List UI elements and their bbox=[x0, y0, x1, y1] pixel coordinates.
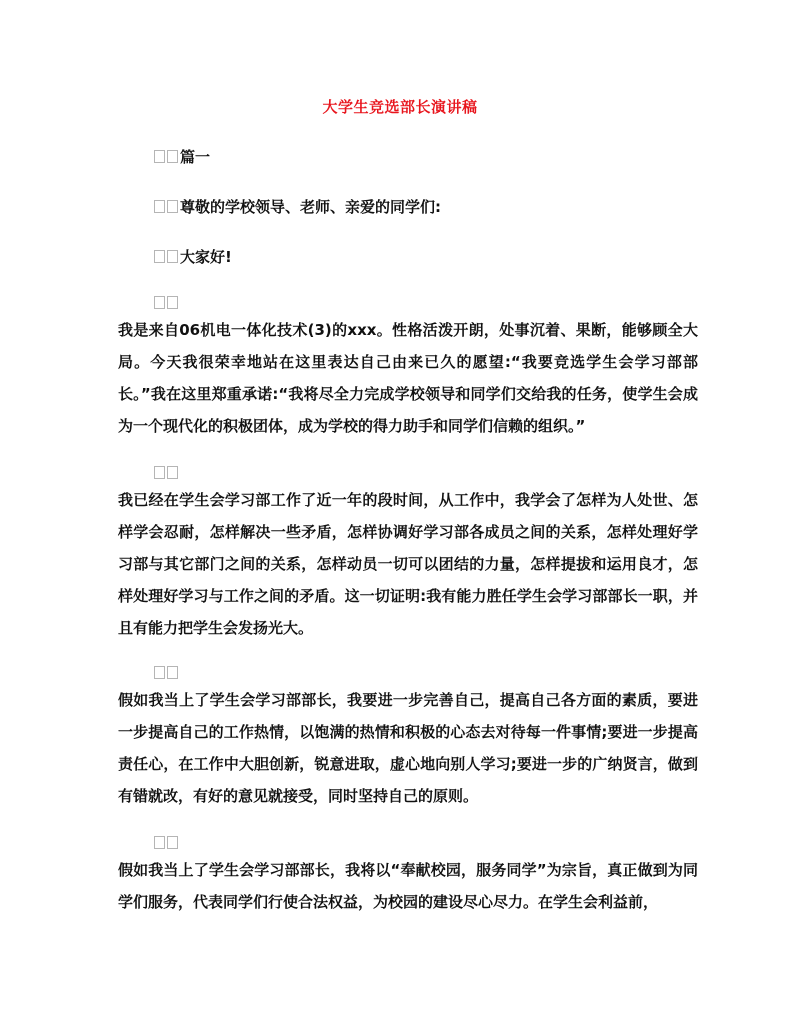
paragraph-2: 我已经在学生会学习部工作了近一年的段时间，从工作中，我学会了怎样为人处世、怎样学会忍耐，怎样解决一些矛盾，怎样协调好学习部各成员之间的关系，怎样处理好学习部与其它部门之间的关系，怎样动员一切可以团结的力量，怎样提拔和运用良才，怎样处理好学习与工作之间的矛盾。这一切证明:我有能力胜任学生会学习部部长一职，并且有能力把学生会发扬光大。 bbox=[118, 491, 698, 637]
paragraph-indent-marker bbox=[154, 294, 180, 312]
greeting-line bbox=[154, 246, 232, 267]
section-heading: 篇一 bbox=[180, 148, 211, 166]
missing-glyph-icon bbox=[154, 250, 165, 263]
missing-glyph-icon bbox=[154, 836, 165, 849]
missing-glyph-icon bbox=[167, 296, 178, 309]
section-heading-line bbox=[154, 146, 210, 167]
salutation-line bbox=[154, 196, 441, 217]
paragraph-4: 假如我当上了学生会学习部部长，我将以“奉献校园，服务同学”为宗旨，真正做到为同学们服务，代表同学们行使合法权益，为校园的建设尽心尽力。在学生会利益前， bbox=[118, 861, 698, 911]
paragraph-3: 假如我当上了学生会学习部部长，我要进一步完善自己，提高自己各方面的素质，要进一步提高自己的工作热情，以饱满的热情和积极的心态去对待每一件事情;要进一步提高责任心，在工作中大胆创新，锐意进取，虚心地向别人学习;要进一步的广纳贤言，做到有错就改，有好的意见就接受，同时坚持自己的原则。 bbox=[118, 691, 698, 805]
paragraph-indent-marker bbox=[154, 464, 180, 482]
missing-glyph-icon bbox=[167, 466, 178, 479]
missing-glyph-icon bbox=[154, 296, 165, 309]
missing-glyph-icon bbox=[154, 150, 165, 163]
paragraph-indent-marker bbox=[154, 664, 180, 682]
missing-glyph-icon bbox=[167, 150, 178, 163]
missing-glyph-icon bbox=[154, 466, 165, 479]
missing-glyph-icon bbox=[167, 666, 178, 679]
missing-glyph-icon bbox=[167, 836, 178, 849]
paragraph-indent-marker bbox=[154, 834, 180, 852]
document-title: 大学生竞选部长演讲稿 bbox=[322, 98, 478, 116]
greeting: 大家好! bbox=[180, 248, 232, 266]
missing-glyph-icon bbox=[154, 200, 165, 213]
salutation: 尊敬的学校领导、老师、亲爱的同学们: bbox=[180, 198, 442, 216]
missing-glyph-icon bbox=[167, 250, 178, 263]
paragraph-1: 我是来自06机电一体化技术(3)的xxx。性格活泼开朗，处事沉着、果断，能够顾全大局。今天我很荣幸地站在这里表达自己由来已久的愿望:“我要竞选学生会学习部部长。”我在这里郑重承诺:“我将尽全力完成学校领导和同学们交给我的任务，使学生会成为一个现代化的积极团体，成为学校的得力助手和同学们信赖的组织。” bbox=[118, 321, 698, 435]
missing-glyph-icon bbox=[167, 200, 178, 213]
missing-glyph-icon bbox=[154, 666, 165, 679]
